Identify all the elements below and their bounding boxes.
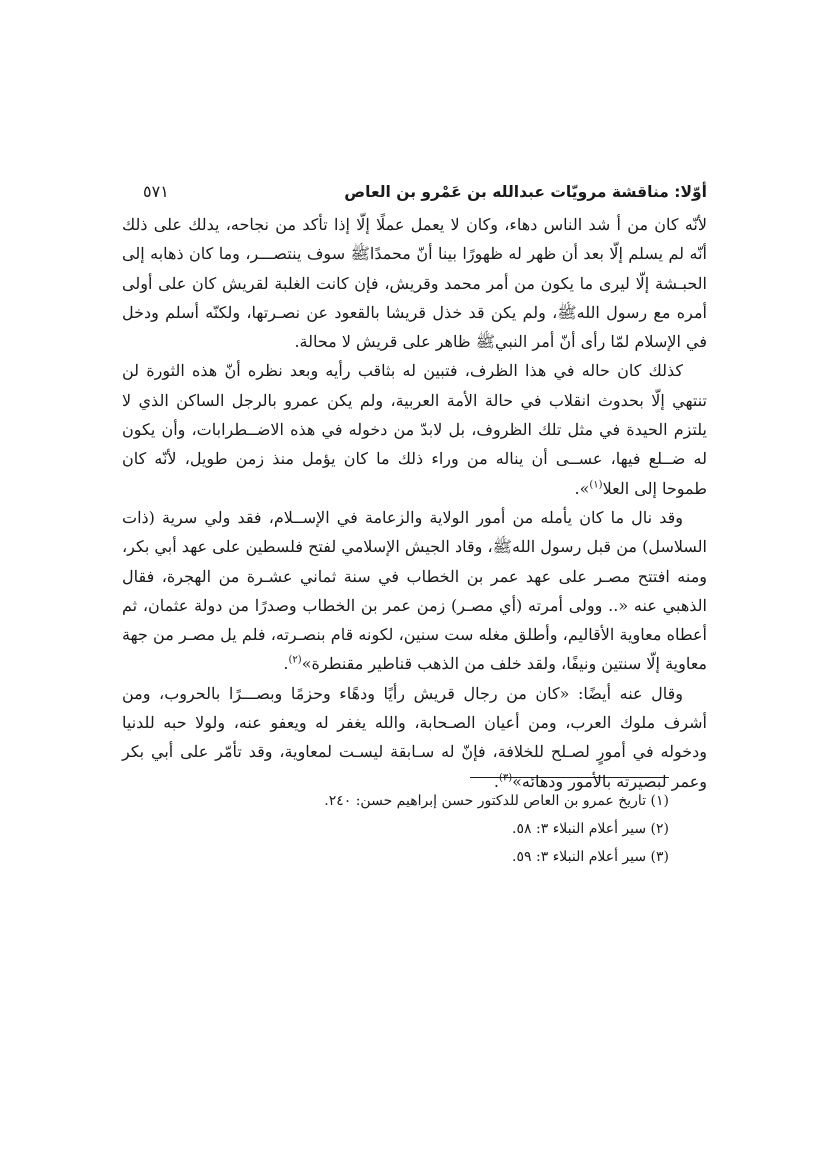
running-title: أوّلا: مناقشة مرويّات عبدالله بن عَمْرو بن العاص bbox=[344, 183, 707, 201]
main-text bbox=[122, 210, 707, 796]
paragraph-text: كذلك كان حاله في هذا الظرف، فتبين له بثاقب رأيه وبعد نظره أنّ هذه الثورة لن تنتهي إلّا بحدوث انقلاب في حالة الأمة العربية، ولم يكن عمرو بالرجل الساكن الذي لا يلتزم الحيدة في مثل تلك الظروف، بل لابدّ من دخوله في هذه الاضــطرابات، وأن يكون له ضــلع فيها، عســى أن يناله من وراء ذلك ما كان يؤمل منذ زمن طويل، لأنّه كان طموحا إلى العلا bbox=[122, 361, 707, 498]
paragraph-4 bbox=[122, 679, 707, 796]
footnotes bbox=[300, 787, 669, 871]
footnote-2: (٢) سير أعلام النبلاء ٣: ٥٨. bbox=[512, 821, 669, 837]
paragraph-tail: . bbox=[493, 771, 499, 791]
footnote-1: (١) تاريخ عمرو بن العاص للدكتور حسن إبراهيم حسن: ٢٤٠. bbox=[324, 793, 669, 809]
footnote-ref-2: (٢) bbox=[288, 655, 302, 667]
footnote-ref-3: (٣) bbox=[498, 772, 513, 784]
paragraph-1 bbox=[122, 210, 707, 356]
footnote-3: (٣) سير أعلام النبلاء ٣: ٥٩. bbox=[512, 849, 669, 865]
paragraph-tail: ». bbox=[574, 478, 590, 498]
footnote-ref-1: (١) bbox=[589, 479, 603, 491]
footnote-separator bbox=[470, 777, 669, 778]
page-header bbox=[125, 178, 707, 206]
paragraph-tail: . bbox=[283, 654, 289, 674]
paragraph-3 bbox=[122, 503, 707, 679]
paragraph-2 bbox=[122, 356, 707, 502]
paragraph-text: وقال عنه أيضًا: «كان من رجال قريش رأيًا ودهًاء وحزمًا وبصـــرًا بالحروب، ومن أشرف ملوك العرب، ومن أعيان الصـحابة، والله يغفر له ويعفو عنه، ولولا حبه للدنيا ودخوله في أمورٍ لصـلح للخلافة، فإنّ له سـابقة ليسـت لمعاوية، وقد تأمّر على أبي بكر وعمر لبصيرته بالأمور ودهائه» bbox=[122, 683, 707, 791]
page-number: ٥٧١ bbox=[143, 182, 169, 201]
paragraph-text: وقد نال ما كان يأمله من أمور الولاية والزعامة في الإســلام، فقد ولي سرية (ذات السلاسل) من قبل رسول اللهﷺ، وقاد الجيش الإسلامي لفتح فلسطين على عهد أبي بكر، ومنه افتتح مصـر على عهد عمر بن الخطاب في سنة ثماني عشـرة من الهجرة، فقال الذهبي عنه «.. وولى أمرته (أي مصـر) زمن عمر بن الخطاب وصدرًا من دولة عثمان، ثم أعطاه معاوية الأقاليم، وأطلق مغله ست سنين، لكونه قام بنصـرته، فلم يل مصـر من جهة معاوية إلّا سنتين ونيفًا، ولقد خلف من الذهب قناطير مقنطرة» bbox=[122, 507, 707, 674]
paragraph-text: لأنّه كان من أ شد الناس دهاء، وكان لا يعمل عملًا إلّا إذا تأكد من نجاحه، يدلك على ذلك أنّه لم يسلم إلّا بعد أن ظهر له ظهورًا بينا أنّ محمدًاﷺ سوف ينتصـــر، وما كان ذهابه إلى الحبـشة إلّا ليرى ما يكون من أمر محمد وقريش، فإن كانت الغلبة لقريش كان على أولى أمره مع رسول اللهﷺ، ولم يكن قد خذل قريشا بالقعود عن نصـرتها، ولكنّه أسلم ودخل في الإسلام لمّا رأى أنّ أمر النبيﷺ ظاهر على قريش لا محالة. bbox=[122, 215, 708, 352]
